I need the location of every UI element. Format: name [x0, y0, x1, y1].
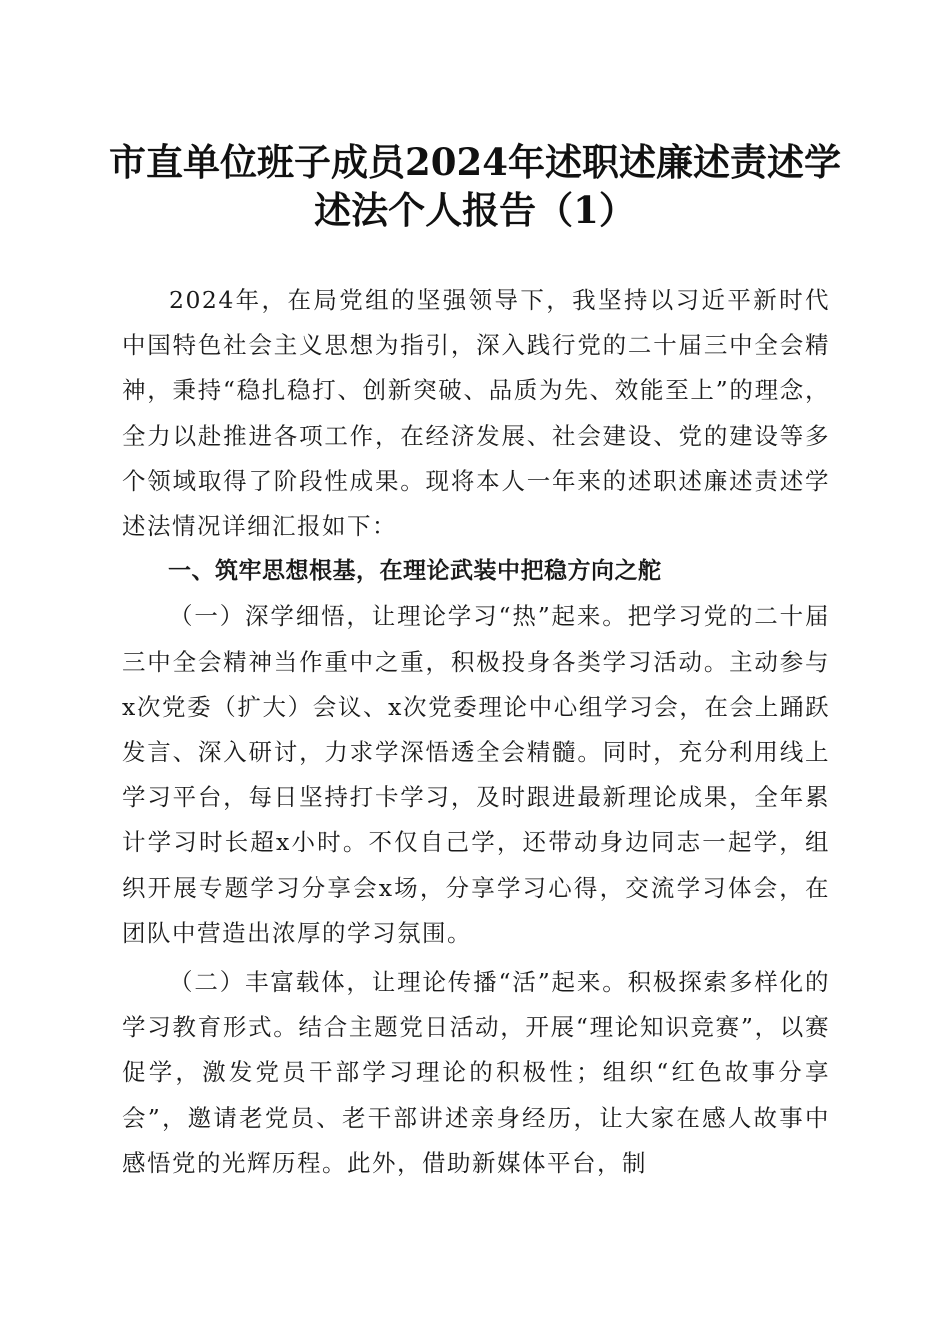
title-line-1: 市直单位班子成员2024年述职述廉述责述学: [109, 140, 841, 184]
subsection-1-paragraph: （一）深学细悟，让理论学习“热”起来。把学习党的二十届三中全会精神当作重中之重，积极投身各类学习活动。主动参与x次党委（扩大）会议、x次党委理论中心组学习会，在会上踊跃发言、深入研讨，力求学深悟透全会精髓。同时，充分利用线上学习平台，每日坚持打卡学习，及时跟进最新理论成果，全年累计学习时长超x小时。不仅自己学，还带动身边同志一起学，组织开展专题学习分享会x场，分享学习心得，交流学习体会，在团队中营造出浓厚的学习氛围。: [122, 602, 830, 947]
section-1-heading: 一、筑牢思想根基，在理论武装中把稳方向之舵: [168, 558, 662, 585]
intro-paragraph: 2024年，在局党组的坚强领导下，我坚持以习近平新时代中国特色社会主义思想为指引，深入践行党的二十届三中全会精神，秉持“稳扎稳打、创新突破、品质为先、效能至上”的理念，全力以赴推进各项工作，在经济发展、社会建设、党的建设等多个领域取得了阶段性成果。现将本人一年来的述职述廉述责述学述法情况详细汇报如下：: [122, 286, 830, 541]
subsection-2-paragraph: （二）丰富载体，让理论传播“活”起来。积极探索多样化的学习教育形式。结合主题党日活动，开展“理论知识竞赛”，以赛促学，激发党员干部学习理论的积极性；组织“红色故事分享会”，邀请老党员、老干部讲述亲身经历，让大家在感人故事中感悟党的光辉历程。此外，借助新媒体平台，制: [122, 968, 830, 1177]
document-title: [100, 138, 850, 234]
document-body: [122, 278, 830, 1186]
title-line-2: 述法个人报告（1）: [314, 188, 636, 232]
